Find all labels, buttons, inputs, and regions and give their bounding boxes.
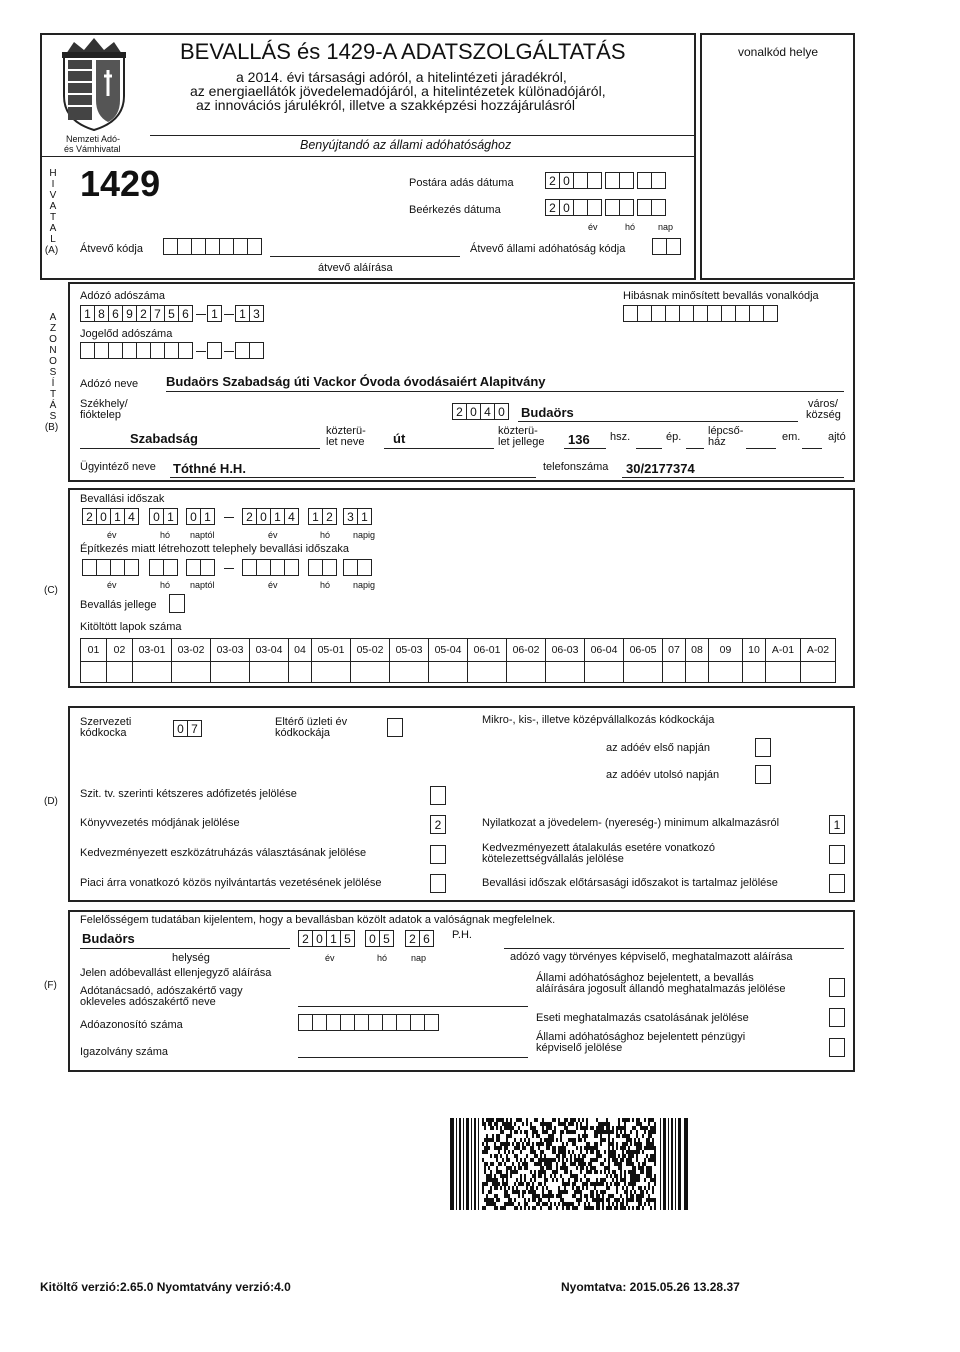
subtitle-line-3: az innovációs járulékról, illetve a szakképzési hozzájárulásról [196, 97, 575, 113]
section-f-side: (F) [44, 980, 57, 991]
sme-label: Mikro-, kis-, illetve középvállalkozás kódkockája [482, 714, 715, 726]
page-count-cell[interactable] [506, 661, 546, 683]
financial-rep-label-1: Állami adóhatósághoz bejelentett pénzügyi [536, 1031, 746, 1043]
page-count-cell[interactable] [662, 661, 686, 683]
market-price-label: Piaci árra vonatkozó közös nyilvántartás vezetésének jelölése [80, 877, 382, 889]
receiver-signature-line [270, 256, 460, 257]
construction-from-day-label: naptól [190, 580, 215, 590]
construction-period-label: Építkezés miatt létrehozott telephely bevallási időszaka [80, 543, 350, 555]
page-count-cell[interactable] [132, 661, 172, 683]
page-cell[interactable]: 03-04 [249, 638, 289, 662]
double-tax-box[interactable] [430, 786, 446, 805]
page-count-cell[interactable] [800, 661, 836, 683]
page-count-cell[interactable] [765, 661, 801, 683]
page-count-cell[interactable] [428, 661, 468, 683]
advisor-label-2: okleveles adószakértő neve [80, 996, 216, 1008]
certificate-label: Igazolvány száma [80, 1046, 169, 1058]
double-tax-label: Szit. tv. szerinti kétszeres adófizetés jelölése [80, 788, 297, 800]
page-count-cell[interactable] [389, 661, 429, 683]
transform-label-2: kötelezettségvállalás jelölése [482, 853, 624, 865]
sign-day-label: nap [411, 953, 427, 963]
taxpayer-name-label: Adózó neve [80, 378, 139, 390]
street-name-line [80, 448, 320, 449]
period-from-year[interactable]: 2 0 1 4 [82, 508, 138, 525]
occasional-box[interactable] [829, 1008, 845, 1027]
page-cell[interactable]: 05-01 [311, 638, 351, 662]
page-cell[interactable]: A-02 [800, 638, 836, 662]
pages-count-row [80, 661, 835, 683]
min-income-label: Nyilatkozat a jövedelem- (nyereség-) minimum alkalmazásról [482, 817, 780, 829]
taxpayer-name-value[interactable]: Budaörs Szabadság úti Vackor Óvoda óvodásaiért Alapitvány [166, 374, 546, 389]
page-cell[interactable]: 05-02 [350, 638, 390, 662]
agent-name-label: Ügyintéző neve [80, 461, 156, 473]
fiscal-year-label-1: Eltérő üzleti év [275, 716, 348, 728]
period-dash [224, 517, 234, 518]
header-divider-2 [40, 156, 696, 157]
period-to-day[interactable]: 3 1 [343, 508, 371, 525]
prior-period-label: Bevallási időszak előtársasági időszakot is tartalmaz jelölése [482, 877, 778, 889]
page-cell[interactable]: 03-01 [132, 638, 172, 662]
page-cell[interactable]: 07 [662, 638, 686, 662]
permanent-rep-label-1: Állami adóhatósághoz bejelentett, a bevallás [536, 972, 754, 984]
receiver-code-boxes[interactable] [163, 238, 261, 255]
predecessor-tax-label: Jogelőd adószáma [80, 328, 173, 340]
period-from-month[interactable]: 0 1 [149, 508, 177, 525]
tax-number-main[interactable]: 1 8 6 9 2 7 5 6 [80, 305, 192, 322]
tax-id-label: Adóazonosító száma [80, 1019, 183, 1031]
received-month-label: hó [625, 222, 636, 232]
page-cell[interactable]: 01 [80, 638, 107, 662]
page-cell[interactable]: 06-04 [584, 638, 624, 662]
page-count-cell[interactable] [249, 661, 289, 683]
ep-label: ép. [666, 431, 682, 443]
subtitle-line-1: a 2014. évi társasági adóról, a hitelintézeti járadékról, [236, 69, 567, 85]
construction-to-year[interactable] [242, 559, 298, 576]
house-number-value[interactable]: 136 [568, 432, 590, 447]
org-code-boxes[interactable]: 0 7 [173, 720, 201, 737]
page-count-cell[interactable] [623, 661, 663, 683]
footer-version: Kitöltő verzió:2.65.0 Nyomtatvány verzió:4.0 [40, 1280, 291, 1294]
tax-id-boxes[interactable] [298, 1014, 438, 1031]
page-cell[interactable]: 06-05 [623, 638, 663, 662]
prior-period-box[interactable] [829, 874, 845, 893]
city-label-1: város/ [808, 398, 838, 410]
sign-date-year[interactable]: 2 0 1 5 [298, 930, 354, 947]
street-name-value[interactable]: Szabadság [130, 431, 198, 446]
period-to-year[interactable]: 2 0 1 4 [242, 508, 298, 525]
financial-rep-label-2: képviselő jelölése [536, 1042, 623, 1054]
construction-dash [224, 568, 234, 569]
phone-line [622, 477, 844, 478]
section-a-side: H I V A T A L (A) [44, 168, 59, 256]
page-count-cell[interactable] [708, 661, 743, 683]
page-cell[interactable]: 08 [685, 638, 709, 662]
barcode-2d-icon [450, 1118, 688, 1210]
page-cell[interactable]: 06-02 [506, 638, 546, 662]
construction-to-month-label: hó [320, 580, 331, 590]
ep-line [686, 448, 704, 449]
bookkeeping-label: Könyvvezetés módjának jelölése [80, 817, 240, 829]
advisor-name-line [298, 1006, 528, 1007]
street-type-label-2: let jellege [498, 436, 545, 448]
floor-line [802, 448, 822, 449]
construction-to-day[interactable] [343, 559, 371, 576]
occasional-label: Eseti meghatalmazás csatolásának jelölése [536, 1012, 749, 1024]
period-from-day[interactable]: 0 1 [186, 508, 214, 525]
sme-first-day-box[interactable] [755, 738, 771, 757]
agent-name-line [170, 477, 536, 478]
predecessor-dash-1 [196, 351, 206, 352]
predecessor-tax-mid[interactable] [207, 342, 221, 359]
return-type-label: Bevallás jellege [80, 599, 157, 611]
certificate-line [298, 1057, 528, 1058]
pages-label: Kitöltött lapok száma [80, 621, 182, 633]
construction-to-day-label: napig [353, 580, 376, 590]
street-name-label-2: let neve [326, 436, 365, 448]
form-title: BEVALLÁS és 1429-A ADATSZOLGÁLTATÁS [180, 39, 626, 64]
page-cell[interactable]: 06-01 [467, 638, 507, 662]
taxpayer-name-line [166, 391, 844, 392]
page-count-cell[interactable] [350, 661, 390, 683]
house-number-line [564, 448, 606, 449]
receiver-authority-label: Átvevő állami adóhatóság kódja [470, 243, 626, 255]
rep-signature-label: adózó vagy törvényes képviselő, meghatalmazott aláírása [510, 951, 793, 963]
phone-label: telefonszáma [543, 461, 609, 473]
construction-from-day[interactable] [186, 559, 214, 576]
page-count-cell[interactable] [171, 661, 211, 683]
construction-from-month-label: hó [160, 580, 171, 590]
seat-label-2: fióktelep [80, 409, 121, 421]
street-type-value[interactable]: út [393, 431, 406, 446]
page-count-cell[interactable] [106, 661, 133, 683]
place-line [80, 948, 290, 949]
faulty-barcode-label: Hibásnak minősített bevallás vonalkódja [623, 290, 819, 302]
city-label-2: község [806, 409, 841, 421]
sme-first-day-label: az adóév első napján [606, 742, 710, 754]
construction-from-year-label: év [107, 580, 117, 590]
sign-date-month[interactable]: 0 5 [365, 930, 393, 947]
tax-number-dash-2 [224, 314, 234, 315]
stair-line [746, 448, 776, 449]
bookkeeping-box[interactable]: 2 [430, 815, 446, 834]
postal-date-label: Postára adás dátuma [409, 177, 514, 189]
street-name-label-1: közterü- [326, 425, 366, 437]
predecessor-dash-2 [224, 351, 234, 352]
period-to-month-label: hó [320, 530, 331, 540]
barcode-place-frame [700, 33, 855, 280]
page-cell[interactable]: 09 [708, 638, 743, 662]
financial-rep-box[interactable] [829, 1038, 845, 1057]
page-cell[interactable]: A-01 [765, 638, 801, 662]
return-type-box[interactable] [169, 594, 185, 613]
subtitle-line-2: az energiaellátók jövedelemadójáról, a hitelintézetek különadójáról, [190, 83, 606, 99]
hsz-label: hsz. [610, 431, 631, 443]
place-value[interactable]: Budaörs [82, 931, 135, 946]
city-line [518, 421, 798, 422]
received-date-boxes[interactable]: 2 0 [545, 199, 665, 216]
receiver-code-label: Átvevő kódja [80, 243, 143, 255]
section-d-side: (D) [44, 796, 58, 807]
agency-line-2: és Vámhivatal [64, 144, 121, 154]
construction-from-month[interactable] [149, 559, 177, 576]
form-number: 1429 [80, 163, 161, 204]
period-to-day-label: napig [353, 530, 376, 540]
predecessor-tax-main[interactable] [80, 342, 192, 359]
min-income-box[interactable]: 1 [829, 815, 845, 834]
page-cell[interactable]: 06-03 [545, 638, 585, 662]
market-price-box[interactable] [430, 874, 446, 893]
postal-date-boxes[interactable]: 2 0 [545, 172, 665, 189]
fiscal-year-box[interactable] [387, 718, 403, 737]
page-cell[interactable]: 04 [288, 638, 312, 662]
page-cell[interactable]: 03-02 [171, 638, 211, 662]
zip-boxes[interactable]: 2 0 4 0 [452, 403, 508, 420]
city-value[interactable]: Budaörs [521, 405, 574, 420]
transform-box[interactable] [829, 845, 845, 864]
asset-transfer-label: Kedvezményezett eszközátruházás választásának jelölése [80, 847, 367, 859]
sme-last-day-box[interactable] [755, 765, 771, 784]
stair-label-1: lépcső- [708, 425, 744, 437]
footer-printed: Nyomtatva: 2015.05.26 13.28.37 [561, 1280, 740, 1294]
page-count-cell[interactable] [467, 661, 507, 683]
receiver-authority-boxes[interactable] [652, 238, 680, 255]
transform-label-1: Kedvezményezett átalakulás esetére vonatkozó [482, 842, 715, 854]
barcode-place-label: vonalkód helye [738, 45, 819, 59]
period-from-month-label: hó [160, 530, 171, 540]
stamp-label: P.H. [452, 929, 472, 941]
asset-transfer-box[interactable] [430, 845, 446, 864]
pages-row [80, 638, 835, 662]
tax-number-dash-1 [196, 314, 206, 315]
stair-label-2: ház [708, 436, 726, 448]
coat-of-arms-icon [54, 36, 134, 132]
period-to-year-label: év [268, 530, 278, 540]
street-type-line [384, 448, 494, 449]
page-count-cell[interactable] [80, 661, 107, 683]
construction-to-month[interactable] [308, 559, 336, 576]
place-label: helység [172, 952, 210, 964]
page-cell[interactable]: 02 [106, 638, 133, 662]
received-date-label: Beérkezés dátuma [409, 204, 501, 216]
door-label: ajtó [828, 431, 846, 443]
advisor-label-1: Adótanácsadó, adószakértő vagy [80, 985, 243, 997]
page-count-cell[interactable] [311, 661, 351, 683]
sign-month-label: hó [377, 953, 388, 963]
page-cell[interactable]: 10 [742, 638, 766, 662]
header-divider [150, 135, 696, 136]
page-count-cell[interactable] [288, 661, 312, 683]
page-cell[interactable]: 03-03 [210, 638, 250, 662]
construction-from-year[interactable] [82, 559, 138, 576]
period-from-day-label: naptól [190, 530, 215, 540]
page-count-cell[interactable] [742, 661, 766, 683]
submit-to-label: Benyújtandó az állami adóhatósághoz [300, 138, 512, 152]
org-code-label-1: Szervezeti [80, 716, 132, 728]
countersign-label: Jelen adóbevallást ellenjegyző aláírása [80, 967, 272, 979]
seat-label-1: Székhely/ [80, 398, 128, 410]
fiscal-year-label-2: kódkockája [275, 727, 331, 739]
page-cell[interactable]: 05-03 [389, 638, 429, 662]
org-code-label-2: kódkocka [80, 727, 127, 739]
permanent-rep-label-2: aláírására jogosult állandó meghatalmazás jelölése [536, 983, 786, 995]
period-to-month[interactable]: 1 2 [308, 508, 336, 525]
page-cell[interactable]: 05-04 [428, 638, 468, 662]
period-from-year-label: év [107, 530, 117, 540]
phone-value[interactable]: 30/2177374 [626, 461, 695, 476]
received-day-label: nap [658, 222, 674, 232]
page-count-cell[interactable] [584, 661, 624, 683]
section-b-side: A Z O N O S Í T Á S (B) [44, 312, 59, 433]
faulty-barcode-boxes[interactable] [623, 305, 777, 322]
agent-name-value[interactable]: Tóthné H.H. [173, 461, 246, 476]
declaration-text: Felelősségem tudatában kijelentem, hogy a bevallásban közölt adatok a valóságnak megfelelnek. [80, 914, 556, 926]
tax-number-mid[interactable]: 1 [207, 305, 221, 322]
signature-line [504, 948, 844, 949]
street-type-label-1: közterü- [498, 425, 538, 437]
predecessor-tax-end[interactable] [235, 342, 263, 359]
permanent-rep-box[interactable] [829, 978, 845, 997]
tax-number-end[interactable]: 1 3 [235, 305, 263, 322]
tax-number-label: Adózó adószáma [80, 290, 165, 302]
sign-year-label: év [325, 953, 335, 963]
received-year-label: év [588, 222, 598, 232]
page-count-cell[interactable] [545, 661, 585, 683]
page-count-cell[interactable] [210, 661, 250, 683]
period-label: Bevallási időszak [80, 493, 165, 505]
construction-to-year-label: év [268, 580, 278, 590]
floor-label: em. [782, 431, 801, 443]
sme-last-day-label: az adóév utolsó napján [606, 769, 720, 781]
sign-date-day[interactable]: 2 6 [405, 930, 433, 947]
page-count-cell[interactable] [685, 661, 709, 683]
section-c-side: (C) [44, 585, 58, 596]
receiver-signature-label: átvevő aláírása [318, 262, 393, 274]
agency-line-1: Nemzeti Adó- [66, 134, 121, 144]
hsz-line [636, 448, 662, 449]
